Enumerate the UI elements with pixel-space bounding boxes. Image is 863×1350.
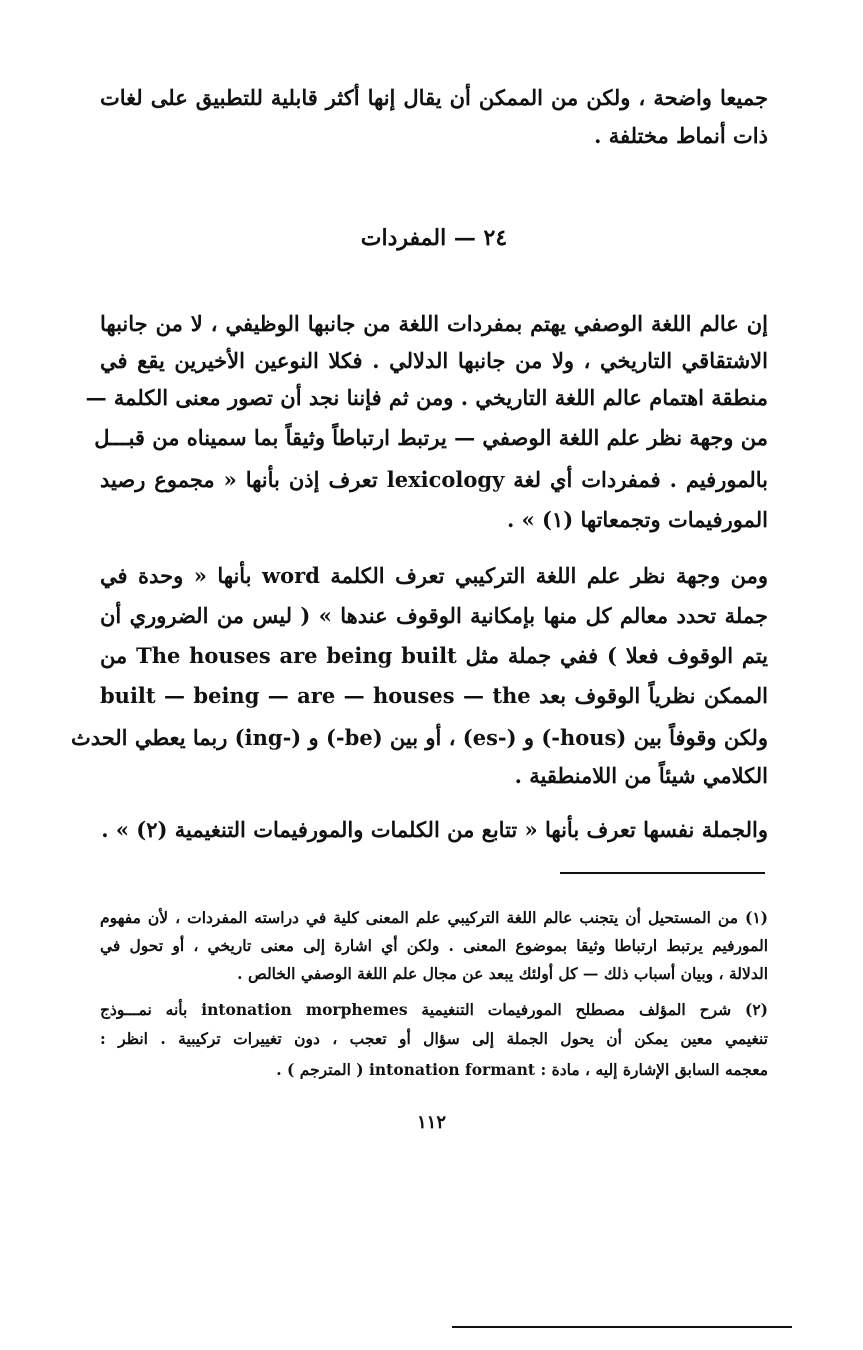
footnote1-line-1: (١) من المستحيل أن يتجنب عالم اللغة التركيبي علم المعنى كلية في دراسته المفردات ، لأن مفهوم <box>100 908 768 927</box>
paragraph1-line-1: إن عالم اللغة الوصفي يهتم بمفردات اللغة من جانبها الوظيفي ، لا من جانبها <box>100 311 768 336</box>
paragraph2-line-4: الممكن نظرياً الوقوف بعد built — being — are — houses — the <box>100 683 768 708</box>
paragraph1-line-3: منطقة اهتمام عالم اللغة التاريخي . ومن ثم فإننا نجد أن تصور معنى الكلمة — <box>85 385 768 410</box>
paragraph3: والجملة نفسها تعرف بأنها « تتابع من الكلمات والمورفيمات التنغيمية (٢) » . <box>101 817 768 842</box>
footnote2-line-3: معجمه السابق الإشارة إليه ، مادة : intonation formant ( المترجم ) . <box>276 1060 768 1079</box>
paragraph2-line-1: ومن وجهة نظر علم اللغة التركيبي تعرف الكلمة word بأنها « وحدة في <box>100 563 768 588</box>
footnote-separator <box>560 872 765 874</box>
paragraph2-line-5: ولكن وقوفاً بين (hous-) و (-es) ، أو بين (be-) و (-ing) ربما يعطي الحدث <box>70 725 768 750</box>
footnote2-line-2: تنغيمي معين يمكن أن يحول الجملة إلى سؤال أو تعجب ، دون تغييرات تركيبية . انظر : <box>100 1029 768 1048</box>
paragraph2-line-6: الكلامي شيئاً من اللامنطقية . <box>514 763 768 788</box>
paragraph1-line-5: بالمورفيم . فمفردات أي لغة lexicology تعرف إذن بأنها « مجموع رصيد <box>100 467 768 492</box>
paragraph2-line-3: يتم الوقوف فعلا ) ففي جملة مثل The houses are being built من <box>100 643 769 668</box>
top-paragraph-line-1: جميعا واضحة ، ولكن من الممكن أن يقال إنها أكثر قابلية للتطبيق على لغات <box>100 85 768 110</box>
book-page <box>70 0 769 1350</box>
paragraph2-line-2: جملة تحدد معالم كل منها بإمكانية الوقوف عندها » ( ليس من الضروري أن <box>100 603 768 628</box>
paragraph1-line-6: المورفيمات وتجمعاتها (١) » . <box>506 507 768 532</box>
top-paragraph-line-2: ذات أنماط مختلفة . <box>594 123 768 148</box>
footnote2-line-1: (٢) شرح المؤلف مصطلح المورفيمات التنغيمية intonation morphemes بأنه نمـــوذج <box>100 1000 768 1019</box>
section-heading: ٢٤ — المفردات <box>360 225 508 251</box>
page-number: ١١٢ <box>416 1112 446 1133</box>
paragraph1-line-2: الاشتقاقي التاريخي ، ولا من جانبها الدلالي . فكلا النوعين الأخيرين يقع في <box>100 348 768 373</box>
footnote1-line-2: المورفيم يرتبط ارتباطا وثيقا بموضوع المعنى . ولكن أي اشارة إلى معنى تاريخي ، أو تحول في <box>100 936 768 955</box>
paragraph1-line-4: من وجهة نظر علم اللغة الوصفي — يرتبط ارتباطاً وثيقاً بما سميناه من قبـــل <box>94 425 768 450</box>
bottom-rule <box>452 1326 792 1328</box>
footnote1-line-3: الدلالة ، وبيان أسباب ذلك — كل أولئك يبعد عن مجال علم اللغة الوصفي الخالص . <box>237 964 768 983</box>
